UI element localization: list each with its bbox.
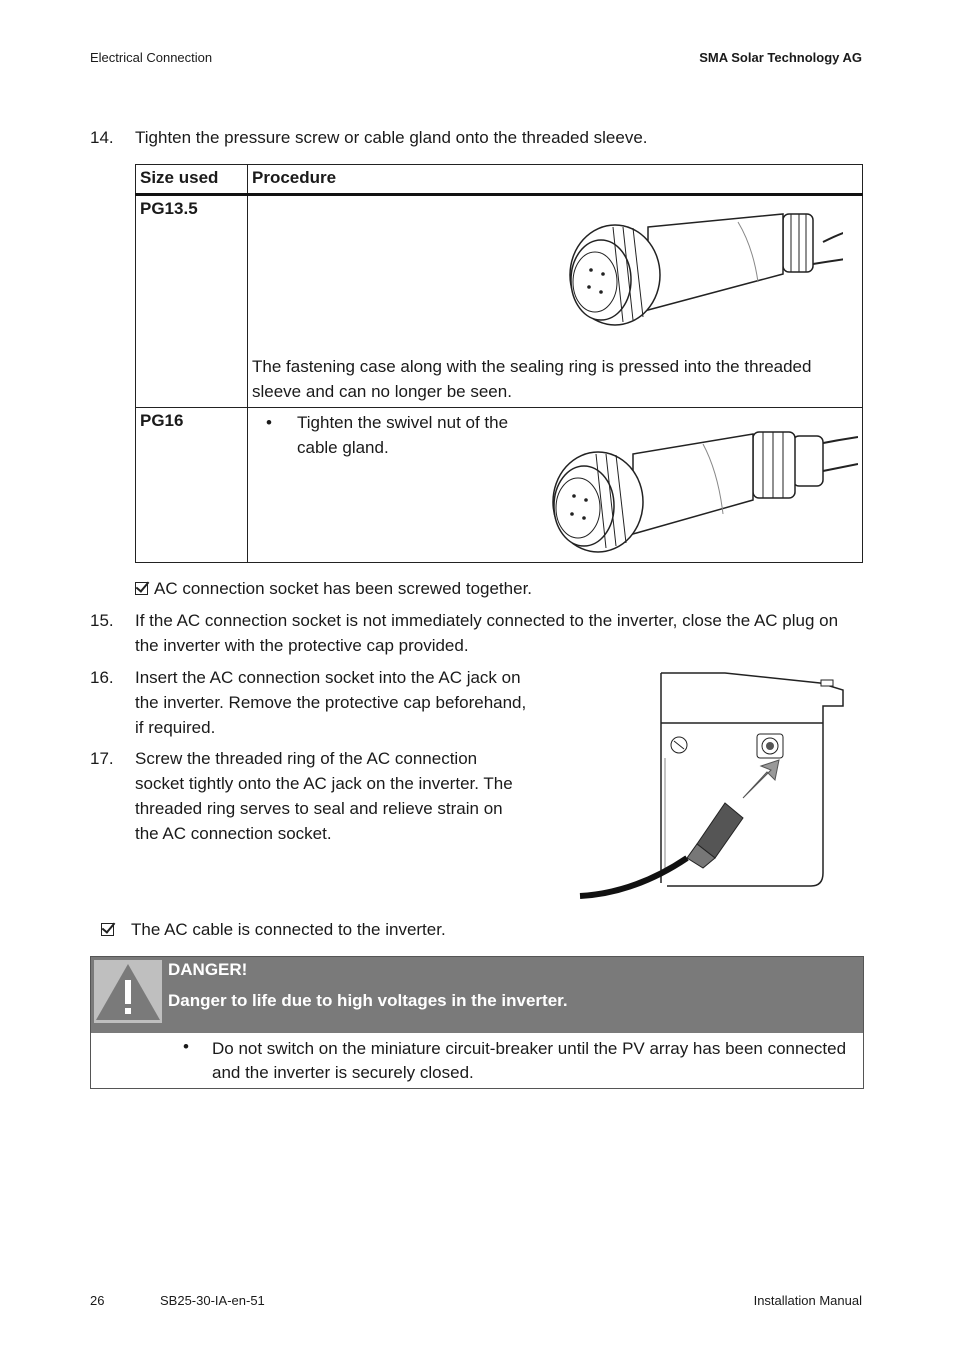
procedure-table (135, 164, 863, 563)
header-company: SMA Solar Technology AG (699, 50, 862, 65)
table-row (136, 195, 863, 408)
footer-title: Installation Manual (753, 1293, 862, 1308)
danger-title: Danger to life due to high voltages in the inverter. (168, 991, 568, 1010)
procedure-cell (248, 408, 863, 563)
procedure-text: The fastening case along with the sealing ring is pressed into the threaded sleeve and can no longer be seen. (252, 357, 812, 401)
result-text: The AC cable is connected to the inverter. (131, 920, 446, 939)
step-text: If the AC connection socket is not immediately connected to the inverter, close the AC plug on the inverter with the protective cap provided. (135, 611, 839, 655)
procedure-text: Tighten the swivel nut of the cable gland. (297, 413, 509, 457)
step-text: Screw the threaded ring of the AC connection socket tightly onto the AC jack on the inverter. The threaded ring serves to seal and relieve strain on the AC connection socket. (135, 749, 513, 843)
checkbox-icon (135, 582, 148, 595)
warning-icon-box (94, 960, 162, 1023)
danger-header (91, 957, 863, 1033)
step-text: Insert the AC connection socket into the AC jack on the inverter. Remove the protective cap beforehand, if required. (135, 668, 527, 737)
danger-text: Do not switch on the miniature circuit-breaker until the PV array has been connected and the inverter is securely closed. (212, 1039, 847, 1082)
size-cell: PG13.5 (136, 195, 248, 408)
table-header-size: Size used (136, 165, 248, 195)
table-row (136, 408, 863, 563)
result-line (135, 576, 532, 601)
header-section: Electrical Connection (90, 50, 213, 65)
step-number: 15. (90, 611, 114, 630)
danger-warning-box (90, 956, 864, 1089)
bullet: • (266, 413, 272, 432)
bullet: • (183, 1037, 189, 1056)
checkbox-icon (101, 923, 114, 936)
footer-document-id: SB25-30-IA-en-51 (160, 1293, 265, 1308)
connector-pg13-illustration (553, 202, 843, 332)
danger-label: DANGER! (168, 960, 248, 979)
size-cell: PG16 (136, 408, 248, 563)
warning-triangle-icon (94, 960, 162, 1023)
connector-pg16-illustration (538, 422, 858, 554)
inverter-connection-illustration (575, 668, 850, 903)
footer-page-number: 26 (90, 1293, 105, 1308)
result-line (101, 917, 446, 942)
procedure-cell (248, 195, 863, 408)
step-number: 14. (90, 128, 114, 147)
step-number: 16. (90, 668, 114, 687)
step-number: 17. (90, 749, 114, 768)
step-text: Tighten the pressure screw or cable gland onto the threaded sleeve. (135, 128, 648, 147)
result-text: AC connection socket has been screwed together. (154, 579, 533, 598)
table-header-procedure: Procedure (248, 165, 863, 195)
